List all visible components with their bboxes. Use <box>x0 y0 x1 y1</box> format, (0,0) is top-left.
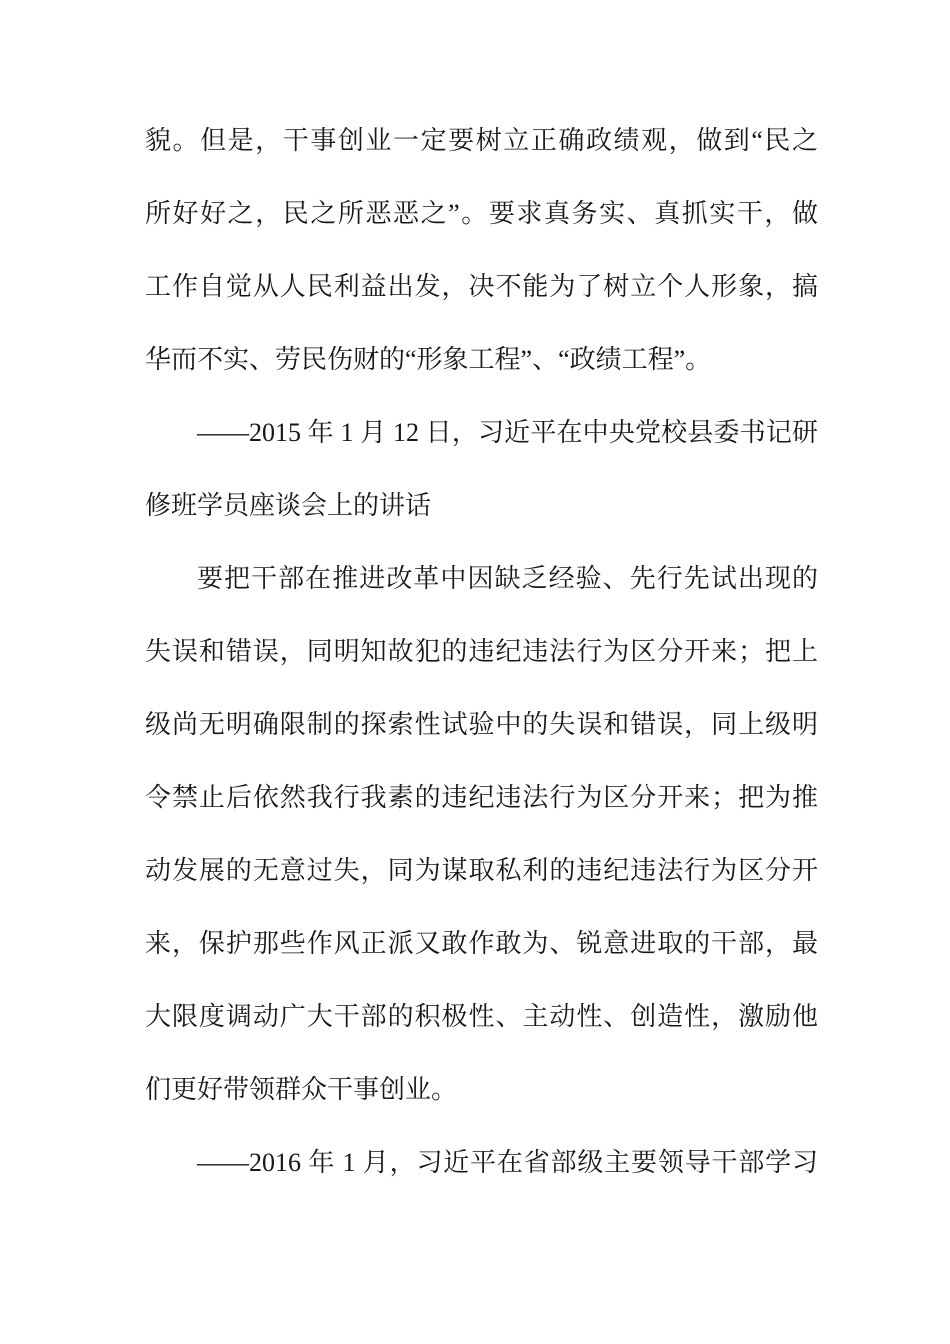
text-line: 大限度调动广大干部的积极性、主动性、创造性，激励他 <box>145 1002 818 1031</box>
text-line: 令禁止后依然我行我素的违纪违法行为区分开来；把为推 <box>145 783 818 812</box>
text-line: 们更好带领群众干事创业。 <box>145 1075 458 1104</box>
text-line: 动发展的无意过失，同为谋取私利的违纪违法行为区分开 <box>145 856 818 885</box>
text-line: 要把干部在推进改革中因缺乏经验、先行先试出现的 <box>197 564 818 593</box>
text-line: 修班学员座谈会上的讲话 <box>145 491 432 520</box>
document-body <box>145 104 818 1199</box>
text-line: ——2016 年 1 月，习近平在省部级主要领导干部学习 <box>197 1148 818 1177</box>
text-line: 级尚无明确限制的探索性试验中的失误和错误，同上级明 <box>145 710 818 739</box>
text-line: 失误和错误，同明知故犯的违纪违法行为区分开来；把上 <box>145 637 818 666</box>
text-line: 貌。但是，干事创业一定要树立正确政绩观，做到“民之 <box>145 126 818 155</box>
text-line: ——2015 年 1 月 12 日，习近平在中央党校县委书记研 <box>197 418 818 447</box>
text-line: 华而不实、劳民伤财的“形象工程”、“政绩工程”。 <box>145 345 712 374</box>
text-line: 来，保护那些作风正派又敢作敢为、锐意进取的干部，最 <box>145 929 818 958</box>
text-line: 所好好之，民之所恶恶之”。要求真务实、真抓实干，做 <box>145 199 818 228</box>
text-line: 工作自觉从人民利益出发，决不能为了树立个人形象，搞 <box>145 272 818 301</box>
